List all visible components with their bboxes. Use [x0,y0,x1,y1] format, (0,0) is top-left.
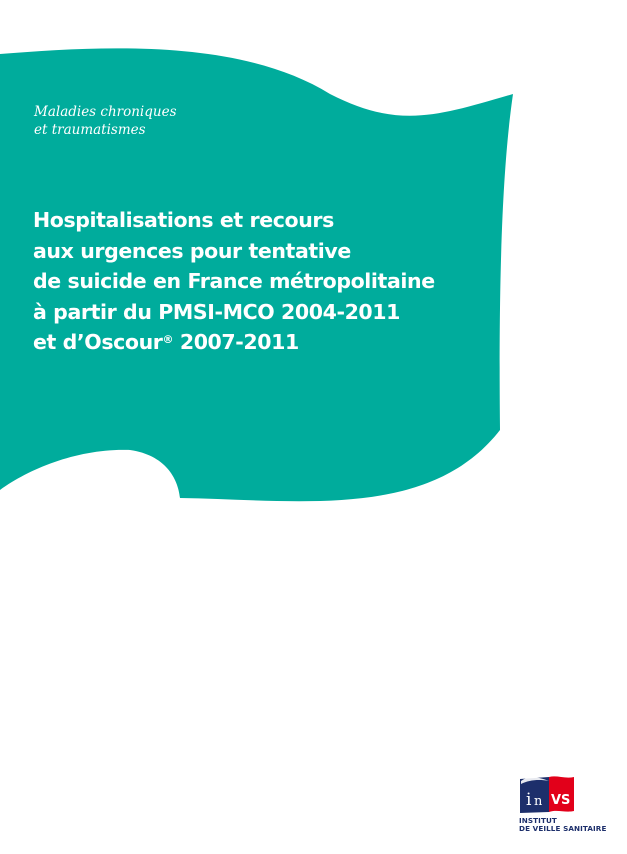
report-title [33,205,503,358]
title-line-5 [33,327,503,358]
invs-logo [519,775,605,833]
title-line-5-start: et d’Oscour [33,330,163,354]
title-line-3: de suicide en France métropolitaine [33,269,435,293]
title-line-5-end: 2007-2011 [173,330,299,354]
title-line-2: aux urgences pour tentative [33,238,351,263]
logo-letter-i: i [526,790,532,810]
title-line-1: Hospitalisations et recours [33,208,334,232]
logo-wordmark [519,817,605,833]
logo-letter-n: n [534,794,543,809]
logo-letters-vs: VS [551,793,571,808]
logo-line-2: DE VEILLE SANITAIRE [519,824,607,833]
title-line-4: à partir du PMSI-MCO 2004-2011 [33,299,401,324]
category-line-2: et traumatismes [34,122,146,138]
category-line-1: Maladies chroniques [34,104,177,120]
invs-logo-mark [519,775,575,815]
registered-mark: ® [162,333,174,346]
category-label [34,103,177,139]
logo-line-1: INSTITUT [519,816,557,825]
